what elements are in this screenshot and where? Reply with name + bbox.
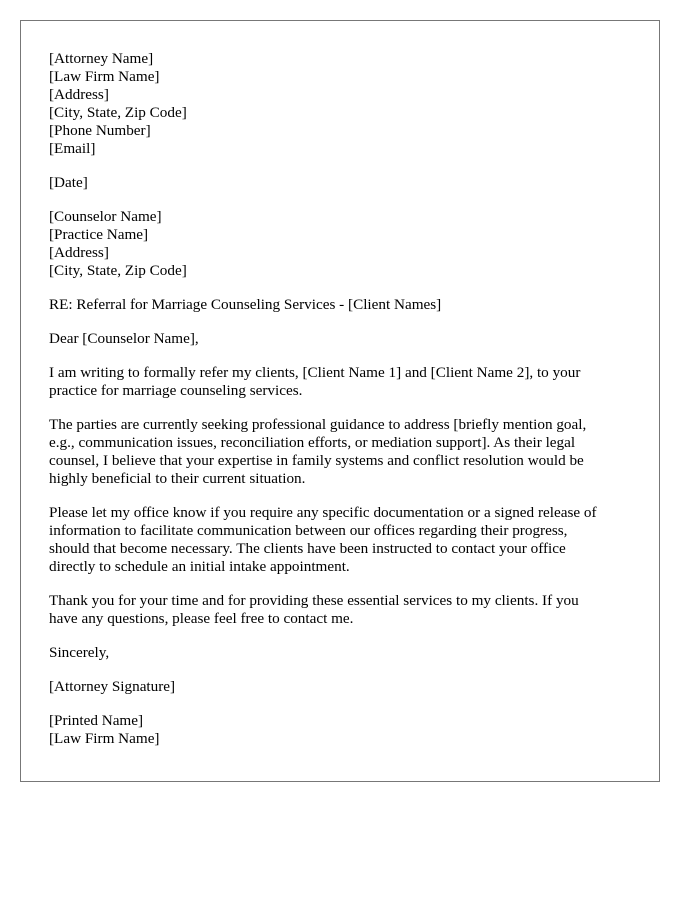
sender-address: [Address] [49,86,109,103]
signoff-printed-name: [Printed Name] [49,712,144,729]
signature-placeholder: [Attorney Signature] [49,678,176,695]
body-line: highly beneficial to their current situation. [49,470,306,487]
sender-block [49,50,639,158]
salutation [49,330,639,348]
body-line: directly to schedule an initial intake appointment. [49,558,350,575]
signature-block [49,678,639,696]
body-paragraph-1 [49,364,639,400]
body-line: counsel, I believe that your expertise in family systems and conflict resolution would be [49,452,584,469]
sender-attorney-name: [Attorney Name] [49,50,154,67]
closing [49,644,639,662]
sender-law-firm-name: [Law Firm Name] [49,68,160,85]
body-line: information to facilitate communication between our offices regarding their progress, [49,522,568,539]
body-paragraph-4 [49,592,639,628]
closing-text: Sincerely, [49,644,110,661]
subject-text: RE: Referral for Marriage Counseling Services - [Client Names] [49,296,442,313]
body-paragraph-2 [49,416,639,488]
recipient-block [49,208,639,280]
body-line: practice for marriage counseling services. [49,382,303,399]
recipient-address: [Address] [49,244,109,261]
body-paragraph-3 [49,504,639,576]
salutation-text: Dear [Counselor Name], [49,330,199,347]
recipient-practice-name: [Practice Name] [49,226,149,243]
body-line: Please let my office know if you require any specific documentation or a signed release of [49,504,597,521]
body-line: have any questions, please feel free to contact me. [49,610,354,627]
body-line: I am writing to formally refer my clients, [Client Name 1] and [Client Name 2], to your [49,364,581,381]
date-block [49,174,639,192]
signoff-law-firm-name: [Law Firm Name] [49,730,160,747]
letter-date: [Date] [49,174,88,191]
signoff-block [49,712,639,748]
recipient-counselor-name: [Counselor Name] [49,208,162,225]
sender-phone: [Phone Number] [49,122,151,139]
body-line: The parties are currently seeking professional guidance to address [briefly mention goal, [49,416,587,433]
letter-document [20,20,660,782]
sender-email: [Email] [49,140,96,157]
body-line: Thank you for your time and for providing these essential services to my clients. If you [49,592,579,609]
body-line: e.g., communication issues, reconciliation efforts, or mediation support]. As their legal [49,434,576,451]
subject-line [49,296,639,314]
recipient-city-state-zip: [City, State, Zip Code] [49,262,187,279]
body-line: should that become necessary. The clients have been instructed to contact your office [49,540,566,557]
sender-city-state-zip: [City, State, Zip Code] [49,104,187,121]
